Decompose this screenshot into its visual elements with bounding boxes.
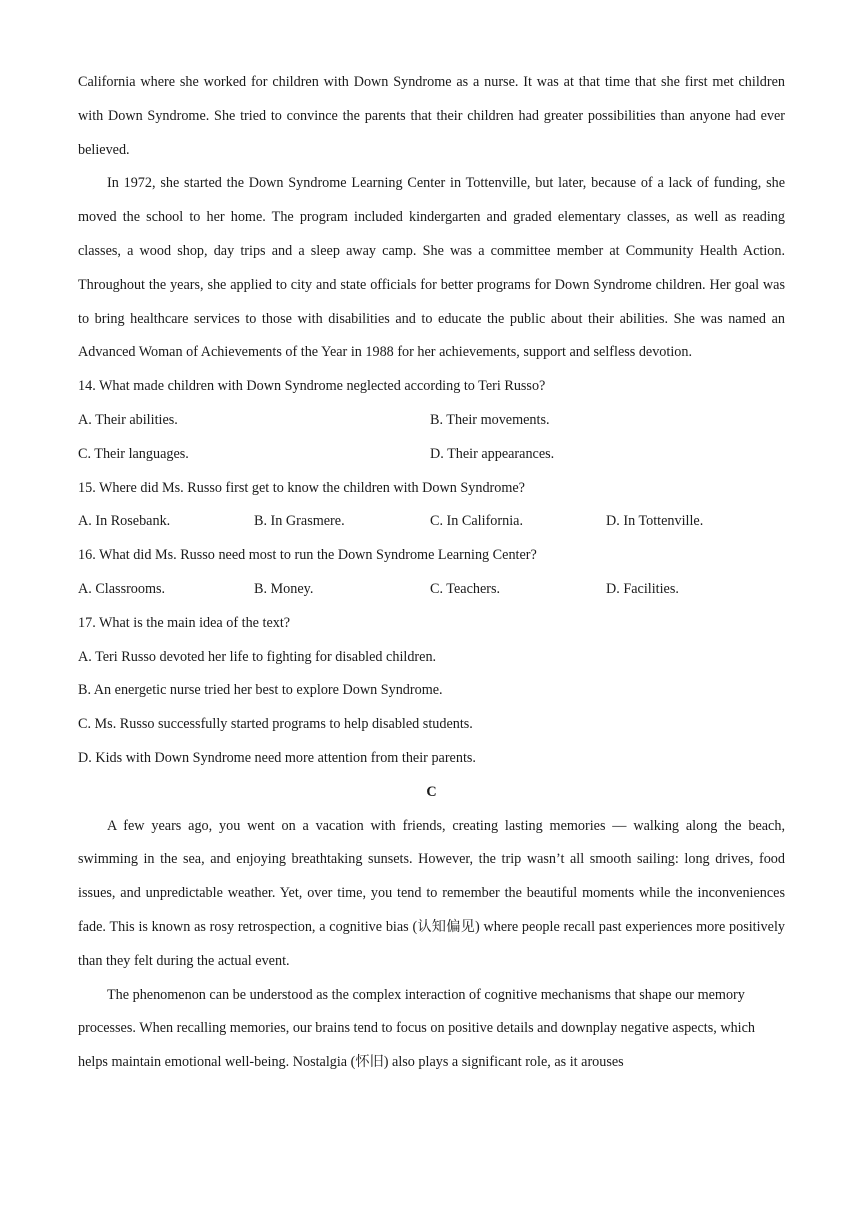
question-14-stem: 14. What made children with Down Syndrome neglected according to Teri Russo? xyxy=(78,378,546,395)
question-16-option-a: A. Classrooms. xyxy=(78,580,166,597)
question-15-option-a: A. In Rosebank. xyxy=(78,513,171,530)
passage-c-paragraph-2: The phenomenon can be understood as the complex interaction of cognitive mechanisms that shape our memory processes. When recalling memories, our brains tend to focus on positive details and downplay negative aspects, which helps maintain emotional well-being. Nostalgia (怀旧) also plays a significant role, as it arouses xyxy=(78,986,756,1071)
question-15-option-d: D. In Tottenville. xyxy=(606,513,704,530)
question-14-option-c: C. Their languages. xyxy=(78,445,189,462)
passage-c-paragraph-1: A few years ago, you went on a vacation with friends, creating lasting memories — walking along the beach, swimming in the sea, and enjoying breathtaking sunsets. However, the trip wasn’t all smooth sailing: long drives, food issues, and unpredictable weather. Yet, over time, you tend to remember the beautiful moments while the inconveniences fade. This is known as rosy retrospection, a cognitive bias (认知偏见) where people recall past experiences more positively than they felt during the actual event. xyxy=(78,817,785,969)
question-14-option-d: D. Their appearances. xyxy=(430,445,555,462)
question-16-option-d: D. Facilities. xyxy=(606,580,679,597)
passage-b-paragraph-1: California where she worked for children with Down Syndrome as a nurse. It was at that time that she first met children with Down Syndrome. She tried to convince the parents that their children had greater possibilities than anyone had ever believed. xyxy=(78,74,785,158)
question-14-option-a: A. Their abilities. xyxy=(78,411,178,428)
question-16-option-c: C. Teachers. xyxy=(430,580,501,597)
question-16-options xyxy=(78,573,785,607)
question-17-option-b: B. An energetic nurse tried her best to explore Down Syndrome. xyxy=(78,682,443,699)
question-17-option-c: C. Ms. Russo successfully started programs to help disabled students. xyxy=(78,716,473,733)
question-17-option-a: A. Teri Russo devoted her life to fighting for disabled children. xyxy=(78,648,437,665)
document-page xyxy=(78,66,785,1080)
question-15-option-b: B. In Grasmere. xyxy=(254,513,345,530)
question-15-stem: 15. Where did Ms. Russo first get to know the children with Down Syndrome? xyxy=(78,479,525,496)
question-16-stem: 16. What did Ms. Russo need most to run the Down Syndrome Learning Center? xyxy=(78,547,537,564)
question-14-options-row-2 xyxy=(78,438,785,472)
passage-b-paragraph-2: In 1972, she started the Down Syndrome Learning Center in Tottenville, but later, because of a lack of funding, she moved the school to her home. The program included kindergarten and graded elementary classes, as well as reading classes, a wood shop, day trips and a sleep away camp. She was a committee member at Community Health Action. Throughout the years, she applied to city and state officials for better programs for Down Syndrome children. Her goal was to bring healthcare services to those with disabilities and to educate the public about their abilities. She was named an Advanced Woman of Achievements of the Year in 1988 for her achievements, support and selfless devotion. xyxy=(78,175,785,361)
question-15-options xyxy=(78,505,785,539)
question-17-option-d: D. Kids with Down Syndrome need more attention from their parents. xyxy=(78,749,476,766)
section-heading-c: C xyxy=(426,783,437,800)
question-17-stem: 17. What is the main idea of the text? xyxy=(78,614,291,631)
question-14-options-row-1 xyxy=(78,404,785,438)
question-14-option-b: B. Their movements. xyxy=(430,411,550,428)
question-16-option-b: B. Money. xyxy=(254,580,314,597)
question-15-option-c: C. In California. xyxy=(430,513,523,530)
